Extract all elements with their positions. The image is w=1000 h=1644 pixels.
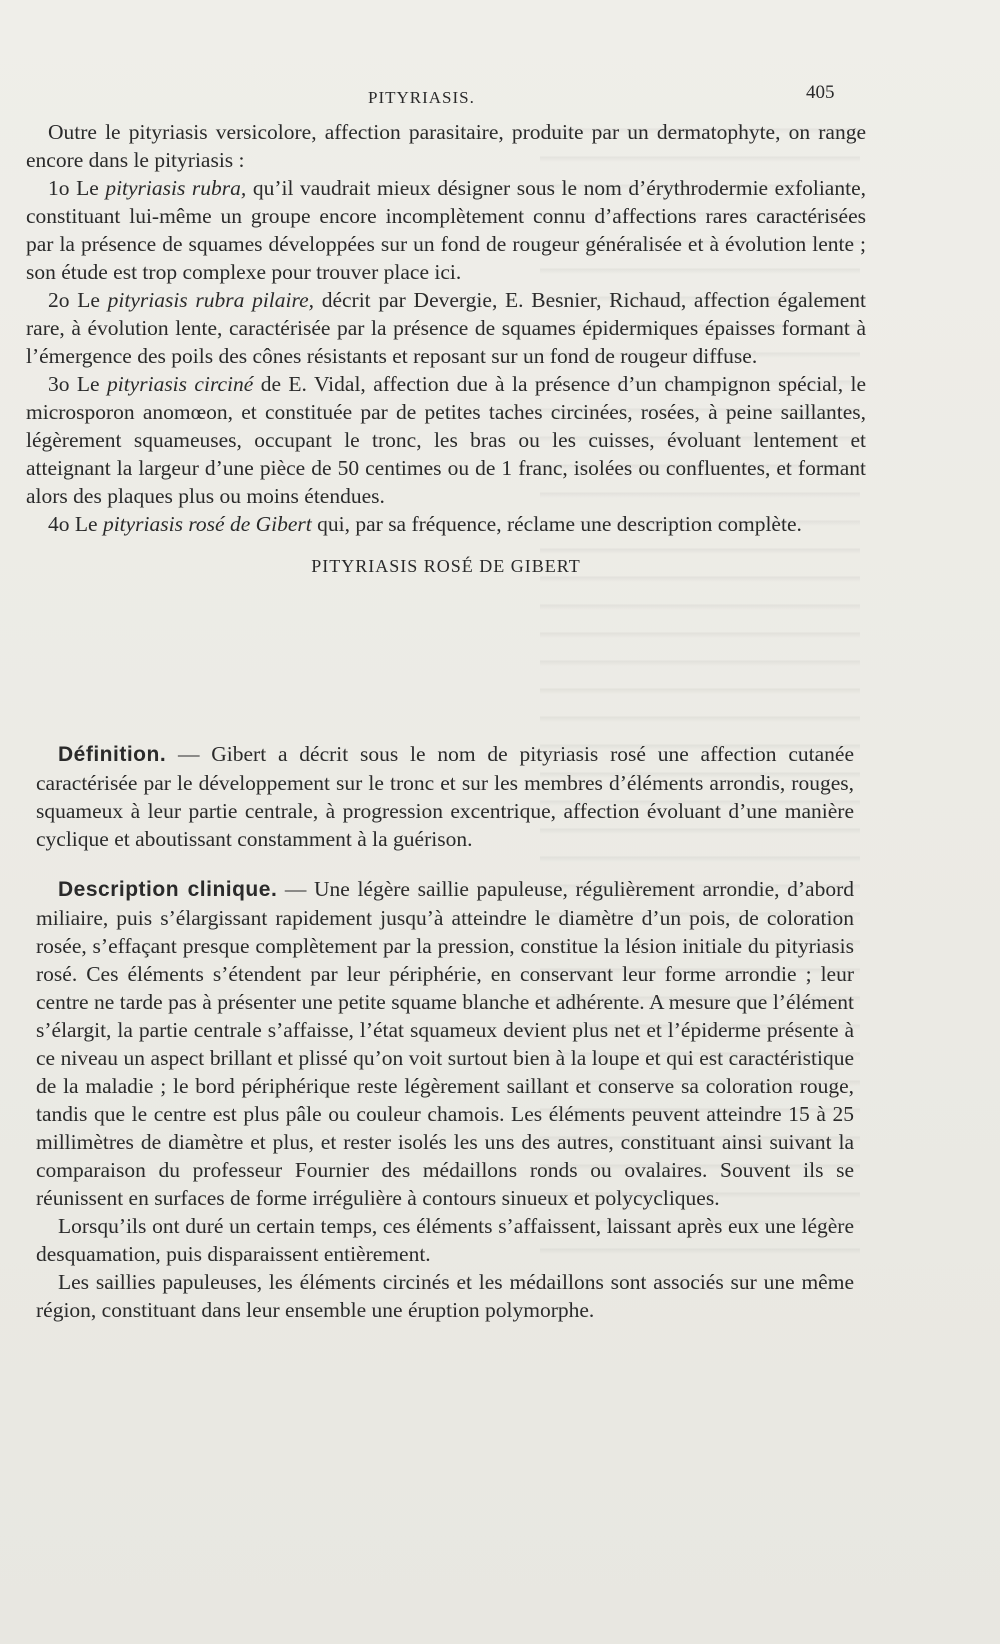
item-text: qui, par sa fréquence, réclame une description complète. — [311, 512, 802, 536]
section-body — [36, 740, 854, 1324]
item-text: qu’il vaudrait mieux désigner sous le nom d’érythrodermie exfoliante, constituant lui-même un groupe encore incomplètement connu d’affections rares caractérisées par la présence de squames développées sur un fond de rougeur généralisée et à évolution lente ; son étude est trop complexe pour trouver place ici. — [26, 176, 866, 284]
item-number: 1o Le — [48, 176, 106, 200]
item-number: 4o Le — [48, 512, 103, 536]
definition-heading: Définition. — [58, 743, 167, 766]
term-pityriasis-rubra-pilaire: pityriasis rubra pilaire, — [107, 288, 314, 312]
clinical-paragraph — [36, 875, 854, 1212]
list-item-circine — [26, 370, 866, 510]
page-number: 405 — [806, 82, 835, 103]
term-pityriasis-circine: pityriasis circiné — [106, 372, 254, 396]
paragraph-polymorphe: Les saillies papuleuses, les éléments circinés et les médaillons sont associés sur une même région, constituant dans leur ensemble une éruption polymorphe. — [36, 1270, 854, 1322]
list-item-rubra-pilaire — [26, 286, 866, 370]
definition-paragraph — [36, 740, 854, 853]
term-pityriasis-rubra: pityriasis rubra, — [105, 176, 247, 200]
item-number: 2o Le — [48, 288, 108, 312]
intro-paragraph: Outre le pityriasis versicolore, affection parasitaire, produite par un dermatophyte, on range encore dans le pityriasis : — [26, 120, 866, 172]
list-item-rose-gibert — [26, 510, 866, 538]
section-title: PITYRIASIS ROSÉ DE GIBERT — [311, 556, 581, 576]
clinical-text: — Une légère saillie papuleuse, régulièrement arrondie, d’abord miliaire, puis s’élargissant rapidement jusqu’à atteindre le diamètre d’un pois, de coloration rosée, s’effaçant presque complètement par la pression, constitue la lésion initiale du pityriasis rosé. Ces éléments s’étendent par leur périphérie, en conservant leur forme arrondie ; leur centre ne tarde pas à présenter une petite squame blanche et adhérente. A mesure que l’élément s’élargit, la partie centrale s’affaisse, l’état squameux devient plus net et l’épiderme présente à ce niveau un aspect brillant et plissé qu’on voit surtout bien à la loupe et qui est caractéristique de la maladie ; le bord périphérique reste légèrement saillant et conserve sa coloration rouge, tandis que le centre est plus pâle ou couleur chamois. Les éléments peuvent atteindre 15 à 25 millimètres de diamètre et plus, et rester isolés les uns des autres, constituant ainsi suivant la comparaison du professeur Fournier des médaillons ronds ou ovalaires. Souvent ils se réunissent en surfaces de forme irrégulière à contours sinueux et polycycliques. — [36, 877, 854, 1210]
paragraph-desquamation: Lorsqu’ils ont duré un certain temps, ces éléments s’affaissent, laissant après eux une légère desquamation, puis disparaissent entièrement. — [36, 1214, 854, 1266]
item-number: 3o Le — [48, 372, 107, 396]
term-pityriasis-rose-gibert: pityriasis rosé de Gibert — [102, 512, 312, 536]
item-text: décrit par Devergie, E. Besnier, Richaud, affection également rare, à évolution lente, caractérisée par la présence de squames épidermiques épaisses formant à l’émergence des poils des cônes résistants et reposant sur un fond de rougeur diffuse. — [26, 288, 866, 368]
list-item-rubra — [26, 174, 866, 286]
running-head: PITYRIASIS. — [368, 88, 475, 107]
page-header — [0, 82, 1000, 118]
clinical-heading: Description clinique. — [58, 878, 278, 901]
definition-text: — Gibert a décrit sous le nom de pityriasis rosé une affection cutanée caractérisée par le développement sur le tronc et sur les membres d’éléments arrondis, rouges, squameux à leur partie centrale, à progression excentrique, affection évoluant d’une manière cyclique et aboutissant constamment à la guérison. — [36, 742, 854, 851]
intro-text — [26, 118, 866, 598]
item-text: de E. Vidal, affection due à la présence d’un champignon spécial, le microsporon anomœon, et constituée par de petites taches circinées, rosées, à peine saillantes, légèrement squameuses, occupant le tronc, les bras ou les cuisses, évoluant lentement et atteignant la largeur d’une pièce de 50 centimes ou de 1 franc, isolées ou confluentes, et formant alors des plaques plus ou moins étendues. — [26, 372, 866, 508]
paragraph-gap — [36, 853, 854, 875]
